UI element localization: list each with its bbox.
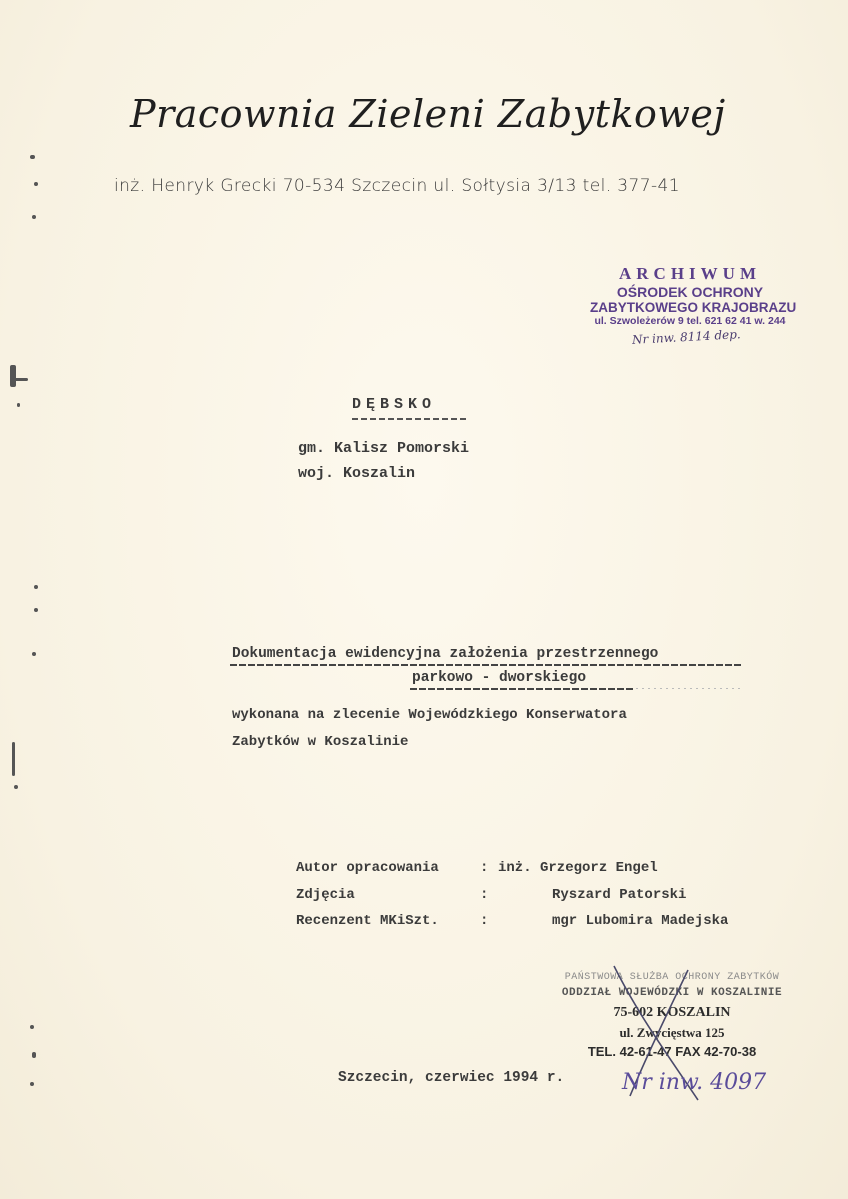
binding-hole-mark — [30, 155, 35, 159]
location-underline — [352, 418, 468, 420]
faint-dotted-line — [636, 688, 742, 689]
binding-staple-mark — [14, 378, 28, 381]
binding-hole-mark — [34, 182, 38, 186]
credit-role: Autor opracowania — [296, 860, 439, 876]
credit-role: Zdjęcia — [296, 887, 355, 903]
credit-separator: : — [480, 887, 489, 903]
credit-separator: : — [480, 860, 489, 876]
place-and-date: Szczecin, czerwiec 1994 r. — [338, 1070, 565, 1086]
archive-stamp — [590, 264, 797, 328]
archive-inventory-note: Nr inw. 8114 dep. — [631, 327, 742, 347]
commission-line1: wykonana na zlecenie Wojewódzkiego Konserwatora — [232, 707, 627, 723]
office-stamp-line5: TEL. 42-61-47 FAX 42-70-38 — [587, 1044, 757, 1059]
document-title-line2: parkowo - dworskiego — [412, 670, 587, 686]
binding-staple-mark — [10, 365, 16, 387]
location-name: DĘBSKO — [352, 396, 437, 413]
contact-line: inż. Henryk Grecki 70-534 Szczecin ul. Sołtysia 3/13 tel. 377-41 — [114, 176, 680, 196]
credit-role: Recenzent MKiSzt. — [296, 913, 439, 929]
archive-stamp-line1: ARCHIWUM — [619, 264, 761, 283]
credit-name: mgr Lubomira Madejska — [552, 913, 729, 929]
office-stamp-line4: ul. Zwycięstwa 125 — [619, 1024, 725, 1040]
office-stamp-line2: ODDZIAŁ WOJEWÓDZKI W KOSZALINIE — [561, 987, 783, 999]
office-stamp-line1: PAŃSTWOWA SŁUŻBA OCHRONY ZABYTKÓW — [564, 972, 780, 983]
binding-hole-mark — [32, 215, 36, 219]
title-underline-1 — [230, 664, 742, 666]
credit-name: Ryszard Patorski — [552, 887, 687, 903]
location-gmina: gm. Kalisz Pomorski — [298, 440, 470, 457]
archive-stamp-line3: ZABYTKOWEGO KRAJOBRAZU — [590, 299, 797, 315]
binding-hole-mark — [34, 608, 38, 612]
location-voivodeship: woj. Koszalin — [298, 465, 416, 482]
archive-stamp-line4: ul. Szwoleżerów 9 tel. 621 62 41 w. 244 — [594, 315, 786, 328]
binding-hole-mark — [17, 403, 20, 407]
office-stamp-line3: 75-602 KOSZALIN — [613, 1004, 731, 1020]
binding-hole-mark — [14, 785, 18, 789]
binding-hole-mark — [34, 585, 38, 589]
binding-staple-mark — [12, 742, 15, 776]
binding-hole-mark — [30, 1025, 34, 1029]
document-title-line1: Dokumentacja ewidencyjna założenia przestrzennego — [232, 646, 659, 662]
binding-hole-mark — [32, 652, 36, 656]
binding-hole-mark — [32, 1052, 36, 1058]
binding-hole-mark — [30, 1082, 34, 1086]
credit-separator: : — [480, 913, 489, 929]
handwritten-inventory-number: Nr inw. 4097 — [622, 1070, 767, 1095]
title-underline-2 — [410, 688, 634, 690]
archive-stamp-line2: OŚRODEK OCHRONY — [616, 283, 764, 300]
studio-name: Pracownia Zieleni Zabytkowej — [130, 92, 726, 136]
commission-line2: Zabytków w Koszalinie — [232, 734, 409, 750]
credit-name: inż. Grzegorz Engel — [498, 860, 658, 876]
